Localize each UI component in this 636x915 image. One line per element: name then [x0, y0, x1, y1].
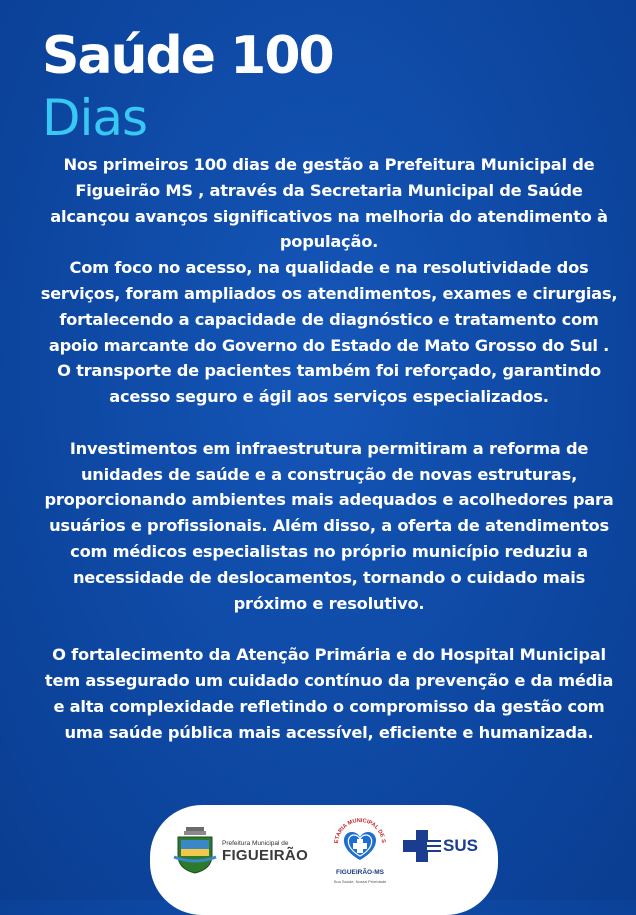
city-crest-icon: [172, 825, 218, 875]
prefeitura-label: Prefeitura Municipal de: [222, 840, 289, 847]
paragraph-primary-care: O fortalecimento da Atenção Primária e do Hospital Municipal tem assegurado um cuidado contínuo da prevenção e da média e alta complexidade refletindo o compromisso da gestão com uma saúde pública mais acessível, eficiente e humanizada.: [44, 645, 614, 742]
secretaria-name: FIGUEIRÃO-MS: [335, 869, 385, 876]
secretaria-arc-label: ETARIA MUNICIPAL DE S: [333, 817, 387, 844]
page-title: Saúde 100: [42, 26, 333, 86]
paragraph-intro: Nos primeiros 100 dias de gestão a Prefeitura Municipal de Figueirão MS , através da Secretaria Municipal de Saúde alcançou avanços significativos na melhoria do atendimento à população.: [50, 155, 608, 252]
prefeitura-name: FIGUEIRÃO: [222, 847, 309, 864]
sus-logo: [403, 828, 493, 864]
sus-label: SUS: [443, 836, 478, 855]
paragraph-infrastructure: Investimentos em infraestrutura permitiram a reforma de unidades de saúde e a construção de novas estruturas, proporcionando ambientes mais adequados e acolhedores para usuários e profissionais. Além disso, a oferta de atendimentos com médicos especialistas no próprio município reduziu a necessidade de deslocamentos, tornando o cuidado mais próximo e resolutivo.: [44, 438, 614, 613]
secretaria-slogan: Sua Saúde, Nossa Prioridade: [333, 879, 387, 884]
sus-cross-icon: [403, 828, 443, 864]
prefeitura-logo: [172, 825, 322, 877]
body-text: [40, 152, 618, 745]
secretaria-heart-icon: [328, 812, 392, 868]
page-subtitle: Dias: [42, 89, 148, 147]
paragraph-access: Com foco no acesso, na qualidade e na resolutividade dos serviços, foram ampliados os atendimentos, exames e cirurgias, fortalecendo a capacidade de diagnóstico e tratamento com apoio marcante do Governo do Estado de Mato Grosso do Sul . O transporte de pacientes também foi reforçado, garantindo acesso seguro e ágil aos serviços especializados.: [40, 258, 618, 407]
secretaria-logo: [328, 812, 392, 892]
